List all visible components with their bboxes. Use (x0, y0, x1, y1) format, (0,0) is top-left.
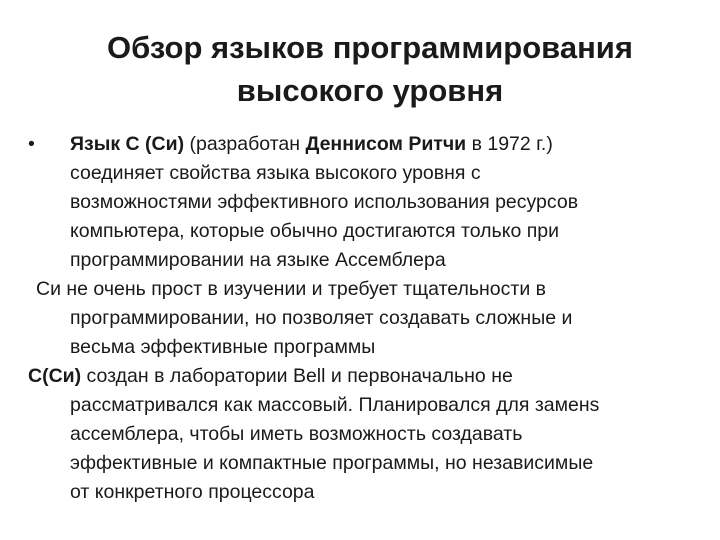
paragraph-first-line (28, 130, 708, 159)
paragraph-line: ассемблера, чтобы иметь возможность создавать (70, 423, 523, 445)
term-c-language: Язык С (Си) (70, 133, 185, 155)
title-line-2: высокого уровня (236, 73, 504, 108)
text-segment: в 1972 г.) (466, 133, 553, 155)
paragraph-line: компьютера, которые обычно достигаются только при (70, 220, 560, 242)
paragraph-first-line: Си не очень прост в изучении и требует тщательности в (36, 278, 546, 300)
paragraph-line: эффективные и компактные программы, но независимые (70, 452, 594, 474)
paragraph-c-difficulty (28, 275, 708, 362)
paragraph-line: программировании на языке Ассемблера (70, 249, 446, 271)
paragraph-line: программировании, но позволяет создавать сложные и (70, 307, 573, 329)
title-line-1: Обзор языков программирования (107, 30, 633, 65)
term-c-language: С(Си) (28, 365, 82, 387)
paragraph-first-line (28, 362, 708, 391)
text-segment: (разработан (184, 133, 306, 155)
slide-body (28, 130, 708, 507)
text-segment: создан в лаборатории Bell и первоначально не (81, 365, 513, 387)
paragraph-line: соединяет свойства языка высокого уровня с (70, 162, 481, 184)
paragraph-line: весьма эффективные программы (70, 336, 376, 358)
bullet-marker: • (28, 133, 35, 155)
paragraph-line: от конкретного процессора (70, 481, 315, 503)
paragraph-c-origin (28, 362, 708, 507)
paragraph-line: возможностями эффективного использования ресурсов (70, 191, 579, 213)
paragraph-line: рассматривался как массовый. Планировался для заменs (70, 394, 600, 416)
paragraph-c-language (28, 130, 708, 275)
slide-title (60, 26, 680, 112)
term-dennis-ritchie: Деннисом Ритчи (305, 133, 467, 155)
